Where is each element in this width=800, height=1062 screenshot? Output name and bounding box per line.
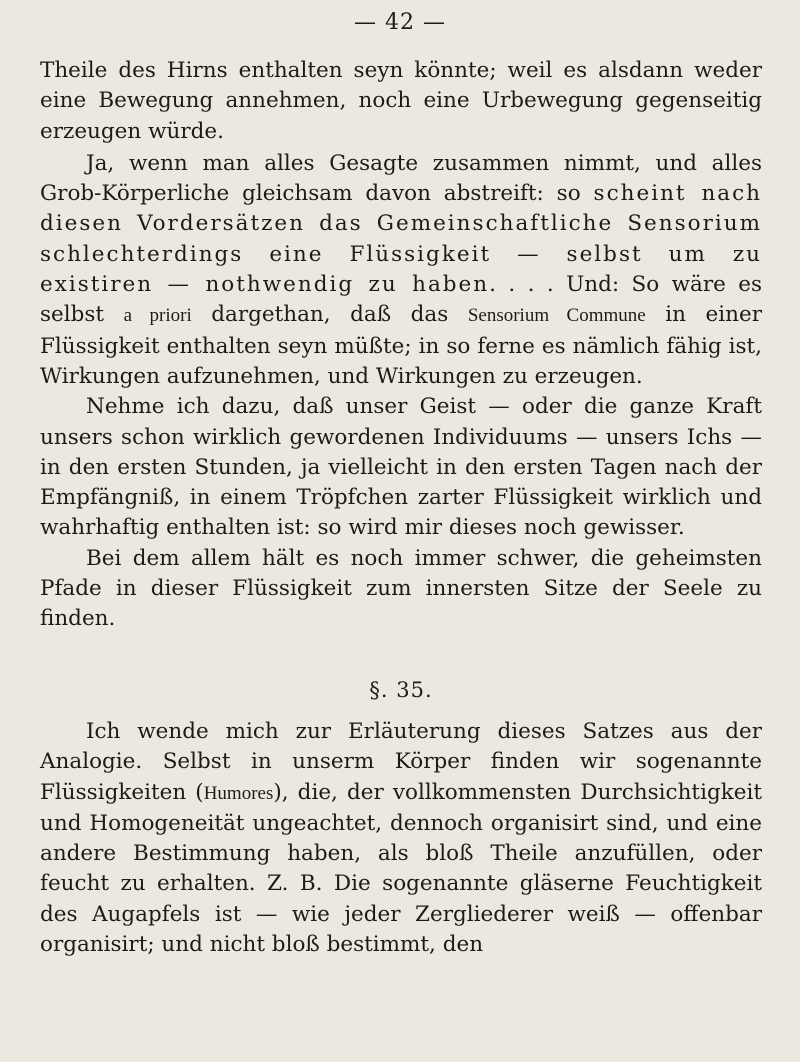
paragraph-2-text-d: in einer Flüssigkeit enthalten seyn müßte; in so ferne es nämlich fähig ist, Wirkungen aufzunehmen, und Wirkungen zu erzeugen.: [40, 302, 762, 389]
paragraph-2-latin-sensorium: Sensorium Commune: [467, 305, 646, 327]
paragraph-1: [40, 56, 762, 147]
paragraph-2-text-a: Ja, wenn man alles Gesagte zusammen nimmt, und alles Grob-Körperliche gleichsam davon abstreift: so: [40, 150, 762, 207]
paragraph-2-text-c: dargethan, daß das: [191, 302, 468, 328]
paragraph-5-latin-humores: Humores: [203, 782, 274, 804]
paragraph-3: [40, 392, 762, 543]
paragraph-5-text-b: ), die, der vollkommensten Durchsichtigkeit und Homogeneität ungeachtet, dennoch organisirt sind, und eine andere Bestimmung haben, als bloß Theile anzufüllen, oder feucht zu erhalten. Z. B. Die sogenannte gläserne Feuchtigkeit des Augapfels ist — wie jeder Zergliederer weiß — offenbar organisirt; und nicht bloß bestimmt, den: [40, 779, 762, 958]
paragraph-3-text: Nehme ich dazu, daß unser Geist — oder die ganze Kraft unsers schon wirklich gewordenen Individuums — unsers Ichs — in den ersten Stunden, ja vielleicht in den ersten Tagen nach der Empfängniß, in einem Tröpfchen zarter Flüssigkeit wirklich und wahrhaftig enthalten ist: so wird mir dieses noch gewisser.: [40, 394, 762, 541]
page-number: — 42 —: [354, 10, 446, 35]
paragraph-1-text: Theile des Hirns enthalten seyn könnte; weil es alsdann weder eine Bewegung annehmen, noch eine Urbewegung gegenseitig erzeugen würde.: [40, 58, 762, 144]
paragraph-2-emphasis: scheint nach diesen Vordersätzen das Gemeinschaftliche Sensorium schlechterdings eine Flüssigkeit — selbst um zu existiren — nothwendig zu haben: [40, 181, 762, 298]
paragraph-2-latin-a-priori: a priori: [123, 305, 192, 327]
paragraph-2: [40, 149, 762, 392]
paragraph-5: [40, 717, 762, 960]
paragraph-5-text-a: Ich wende mich zur Erläuterung dieses Satzes aus der Analogie. Selbst in unserm Körper finden wir sogenannte Flüssigkeiten (: [40, 718, 762, 805]
section-number: §. 35.: [369, 677, 433, 702]
paragraph-2-text-b: . . . . Und: So wäre es selbst: [40, 272, 762, 328]
paragraph-4-text: Bei dem allem hält es noch immer schwer, die geheimsten Pfade in dieser Flüssigkeit zum innersten Sitze der Seele zu finden.: [40, 545, 762, 632]
body-text: [40, 56, 762, 960]
paragraph-4: [40, 544, 762, 635]
section-heading: [40, 675, 762, 705]
